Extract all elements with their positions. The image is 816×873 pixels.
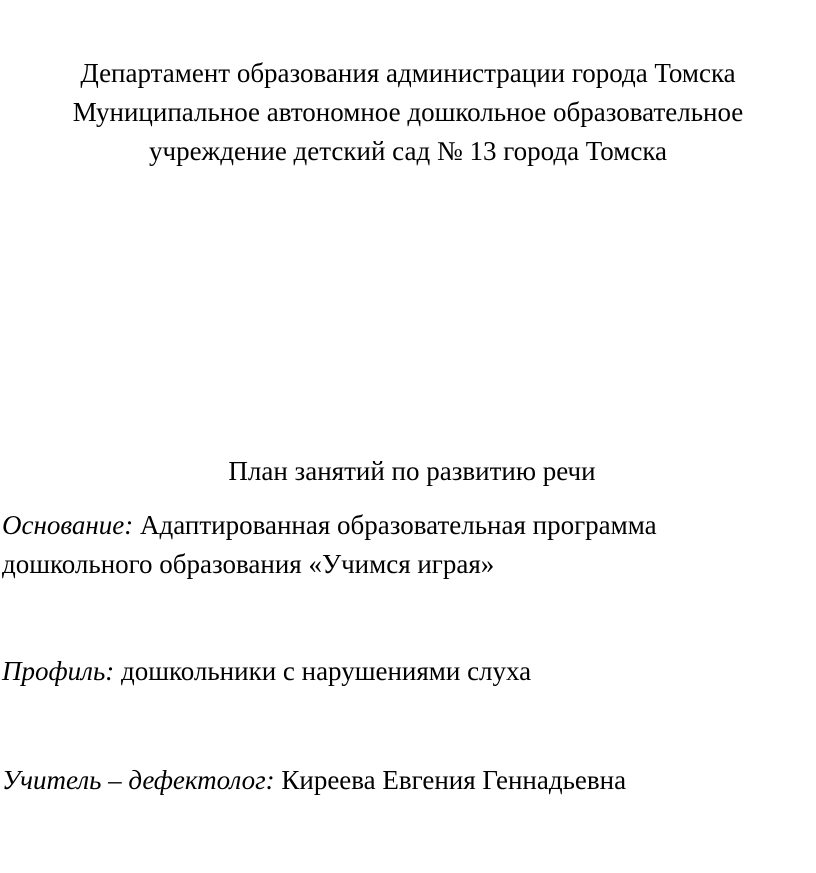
header-line-institution: Муниципальное автономное дошкольное образовательное — [72, 97, 744, 127]
basis-field-continuation — [2, 545, 494, 584]
basis-label: Основание: — [2, 510, 134, 540]
institution-header — [0, 54, 816, 171]
basis-value: Адаптированная образовательная программа — [140, 510, 657, 540]
teacher-field — [2, 761, 626, 800]
header-line-kindergarten: учреждение детский сад № 13 города Томска — [148, 136, 668, 166]
basis-field — [2, 506, 657, 545]
profile-label: Профиль: — [2, 656, 115, 686]
profile-value: дошкольники с нарушениями слуха — [120, 656, 532, 686]
teacher-label: Учитель – дефектолог: — [2, 765, 275, 795]
profile-field — [2, 652, 531, 691]
teacher-value: Киреева Евгения Геннадьевна — [281, 765, 627, 795]
header-line-department: Департамент образования администрации города Томска — [80, 58, 736, 88]
plan-title: План занятий по развитию речи — [228, 456, 596, 486]
basis-value-continued: дошкольного образования «Учимся играя» — [2, 549, 495, 579]
